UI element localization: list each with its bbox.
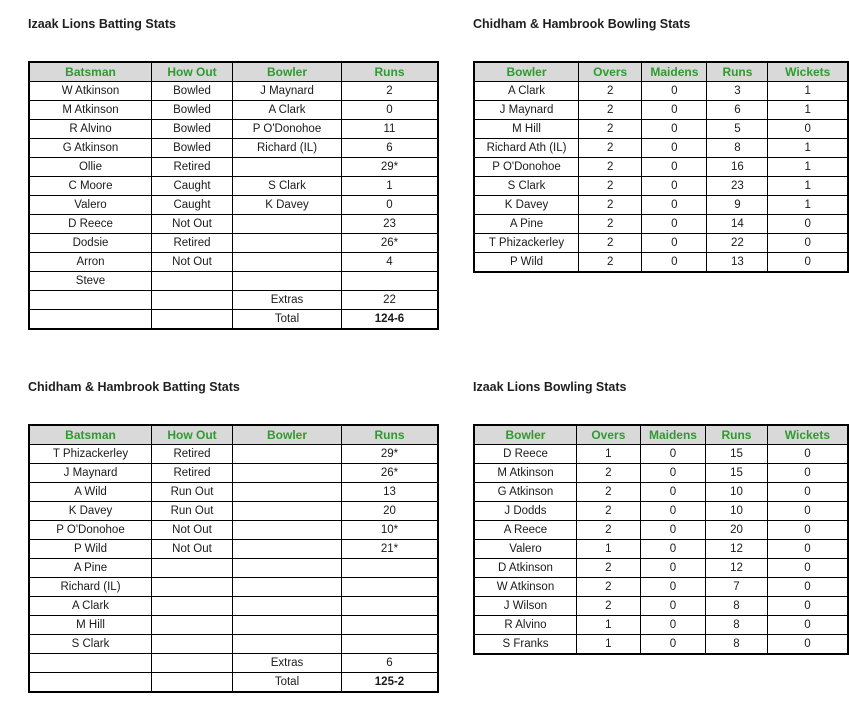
table-cell: Richard (IL) <box>233 139 342 158</box>
table-cell: Retired <box>152 234 233 253</box>
table-cell <box>152 291 233 310</box>
column-header: Maidens <box>642 62 707 82</box>
table-cell: Steve <box>29 272 152 291</box>
table-cell: Retired <box>152 445 233 464</box>
table-cell: R Alvino <box>474 616 576 635</box>
table-cell: 10 <box>706 502 768 521</box>
table-cell: K Davey <box>474 196 579 215</box>
table-row <box>474 82 848 101</box>
table-cell: 0 <box>767 578 848 597</box>
table-cell: 2 <box>579 120 642 139</box>
table-row <box>474 559 848 578</box>
izaak-lions-bowling-title: Izaak Lions Bowling Stats <box>473 380 627 394</box>
table-cell <box>152 272 233 291</box>
table-row <box>474 234 848 253</box>
table-row <box>29 635 438 654</box>
table-cell: 15 <box>706 464 768 483</box>
table-cell: 0 <box>640 540 705 559</box>
table-cell: Valero <box>29 196 152 215</box>
table-cell <box>233 597 342 616</box>
table-cell: A Clark <box>233 101 342 120</box>
table-cell: 0 <box>640 597 705 616</box>
table-row <box>29 502 438 521</box>
table-cell <box>233 445 342 464</box>
column-header: Overs <box>579 62 642 82</box>
table-cell: 8 <box>707 139 768 158</box>
table-cell: R Alvino <box>29 120 152 139</box>
table-cell: 0 <box>767 597 848 616</box>
table-cell: 9 <box>707 196 768 215</box>
column-header: Bowler <box>474 425 576 445</box>
table-row <box>29 310 438 330</box>
table-cell: 23 <box>342 215 439 234</box>
table-cell: 2 <box>579 82 642 101</box>
table-cell: S Clark <box>474 177 579 196</box>
table-cell: 0 <box>767 540 848 559</box>
table-cell: 0 <box>342 196 439 215</box>
table-cell <box>152 654 233 673</box>
table-cell: Caught <box>152 177 233 196</box>
table-cell: D Atkinson <box>474 559 576 578</box>
table-row <box>474 139 848 158</box>
table-cell: 124-6 <box>342 310 439 330</box>
table-cell: 2 <box>579 177 642 196</box>
table-cell: T Phizackerley <box>474 234 579 253</box>
table-cell: 0 <box>640 559 705 578</box>
table-cell: 3 <box>707 82 768 101</box>
table-cell: 0 <box>767 616 848 635</box>
table-cell: 12 <box>706 540 768 559</box>
table-cell: Not Out <box>152 253 233 272</box>
table-cell: Not Out <box>152 540 233 559</box>
table-cell: P Wild <box>29 540 152 559</box>
table-row <box>29 464 438 483</box>
table-row <box>29 177 438 196</box>
table-cell: Run Out <box>152 502 233 521</box>
table-row <box>474 158 848 177</box>
table-cell: 2 <box>576 502 640 521</box>
table-cell: 0 <box>642 139 707 158</box>
table-cell: 2 <box>579 196 642 215</box>
table-row <box>474 483 848 502</box>
table-cell: Total <box>233 673 342 693</box>
table-cell: 8 <box>706 635 768 655</box>
table-cell: 0 <box>642 196 707 215</box>
table-cell: 0 <box>767 635 848 655</box>
table-cell: Caught <box>152 196 233 215</box>
table-cell: 1 <box>768 158 848 177</box>
table-cell: Richard Ath (IL) <box>474 139 579 158</box>
table-row <box>474 177 848 196</box>
table-cell: 1 <box>768 101 848 120</box>
column-header: How Out <box>152 62 233 82</box>
table-cell: P Wild <box>474 253 579 273</box>
column-header: Wickets <box>768 62 848 82</box>
table-cell: 2 <box>576 521 640 540</box>
table-cell <box>233 578 342 597</box>
column-header: Runs <box>707 62 768 82</box>
table-cell: Bowled <box>152 101 233 120</box>
table-cell <box>152 597 233 616</box>
table-cell: S Franks <box>474 635 576 655</box>
column-header: Maidens <box>640 425 705 445</box>
table-row <box>474 616 848 635</box>
table-cell <box>29 654 152 673</box>
table-row <box>474 464 848 483</box>
table-cell <box>233 540 342 559</box>
table-cell: Not Out <box>152 521 233 540</box>
table-cell: A Clark <box>29 597 152 616</box>
table-cell: Bowled <box>152 120 233 139</box>
table-cell: P O'Donohoe <box>29 521 152 540</box>
table-cell: 21* <box>342 540 439 559</box>
table-cell <box>342 597 439 616</box>
table-cell: 22 <box>342 291 439 310</box>
table-cell: 2 <box>576 597 640 616</box>
table-cell: 0 <box>767 521 848 540</box>
table-cell: W Atkinson <box>474 578 576 597</box>
table-cell <box>152 559 233 578</box>
table-row <box>29 82 438 101</box>
table-cell: 0 <box>640 464 705 483</box>
table-cell: 2 <box>576 559 640 578</box>
table-cell: 0 <box>767 464 848 483</box>
table-cell: Retired <box>152 464 233 483</box>
column-header: Bowler <box>233 425 342 445</box>
table-cell: Dodsie <box>29 234 152 253</box>
izaak-lions-batting-title: Izaak Lions Batting Stats <box>28 17 176 31</box>
table-cell: 22 <box>707 234 768 253</box>
table-cell: 8 <box>706 616 768 635</box>
table-cell: 0 <box>768 234 848 253</box>
table-cell: Bowled <box>152 82 233 101</box>
chidham-hambrook-batting-table <box>28 424 439 693</box>
table-cell <box>342 635 439 654</box>
table-cell: 7 <box>706 578 768 597</box>
table-cell: 0 <box>642 82 707 101</box>
table-cell: 26* <box>342 234 439 253</box>
column-header: Runs <box>706 425 768 445</box>
table-cell: 0 <box>642 253 707 273</box>
table-cell: A Reece <box>474 521 576 540</box>
table-cell: 1 <box>576 540 640 559</box>
table-row <box>29 559 438 578</box>
table-cell: Richard (IL) <box>29 578 152 597</box>
table-cell <box>342 559 439 578</box>
table-cell: 10* <box>342 521 439 540</box>
header-row <box>474 62 848 82</box>
table-cell: A Pine <box>29 559 152 578</box>
header-row <box>29 425 438 445</box>
table-row <box>29 272 438 291</box>
izaak-lions-batting-table <box>28 61 439 330</box>
table-cell: Extras <box>233 654 342 673</box>
table-cell: 2 <box>579 234 642 253</box>
chidham-hambrook-batting-title: Chidham & Hambrook Batting Stats <box>28 380 240 394</box>
table-row <box>29 445 438 464</box>
table-cell: 1 <box>768 177 848 196</box>
table-row <box>29 521 438 540</box>
column-header: Batsman <box>29 62 152 82</box>
column-header: Batsman <box>29 425 152 445</box>
column-header: Wickets <box>767 425 848 445</box>
table-cell: 1 <box>576 635 640 655</box>
table-cell: A Wild <box>29 483 152 502</box>
table-cell <box>152 310 233 330</box>
table-cell: 0 <box>642 158 707 177</box>
table-cell: 2 <box>579 139 642 158</box>
table-cell: 0 <box>342 101 439 120</box>
column-header: Bowler <box>233 62 342 82</box>
table-cell: 6 <box>342 139 439 158</box>
table-row <box>29 597 438 616</box>
table-cell: J Maynard <box>29 464 152 483</box>
table-cell: G Atkinson <box>29 139 152 158</box>
table-row <box>474 502 848 521</box>
table-cell: M Atkinson <box>29 101 152 120</box>
column-header: How Out <box>152 425 233 445</box>
izaak-lions-bowling-table <box>473 424 849 655</box>
table-cell: 0 <box>767 483 848 502</box>
table-cell: 0 <box>640 483 705 502</box>
table-row <box>29 540 438 559</box>
table-cell: 0 <box>642 215 707 234</box>
table-cell: 0 <box>640 521 705 540</box>
table-row <box>29 616 438 635</box>
table-cell: 23 <box>707 177 768 196</box>
table-cell: 12 <box>706 559 768 578</box>
table-cell: 20 <box>342 502 439 521</box>
table-row <box>29 483 438 502</box>
table-cell: P O'Donohoe <box>474 158 579 177</box>
table-cell: Valero <box>474 540 576 559</box>
table-cell: 0 <box>767 559 848 578</box>
table-cell <box>342 272 439 291</box>
table-cell: J Maynard <box>233 82 342 101</box>
table-cell: P O'Donohoe <box>233 120 342 139</box>
table-cell: Retired <box>152 158 233 177</box>
table-cell: 1 <box>342 177 439 196</box>
table-cell: 0 <box>767 445 848 464</box>
table-cell: A Pine <box>474 215 579 234</box>
table-cell: S Clark <box>29 635 152 654</box>
table-cell: M Hill <box>474 120 579 139</box>
table-cell <box>233 559 342 578</box>
table-cell <box>233 635 342 654</box>
table-cell <box>29 310 152 330</box>
table-cell <box>152 635 233 654</box>
table-cell: 11 <box>342 120 439 139</box>
table-cell: 2 <box>579 253 642 273</box>
table-cell: 2 <box>579 215 642 234</box>
table-cell: S Clark <box>233 177 342 196</box>
table-cell: Total <box>233 310 342 330</box>
chidham-hambrook-bowling-title: Chidham & Hambrook Bowling Stats <box>473 17 691 31</box>
table-cell: 29* <box>342 158 439 177</box>
table-cell: 1 <box>768 82 848 101</box>
table-cell: Bowled <box>152 139 233 158</box>
table-row <box>29 654 438 673</box>
table-row <box>474 445 848 464</box>
table-row <box>29 578 438 597</box>
table-cell: 0 <box>768 253 848 273</box>
table-cell: 125-2 <box>342 673 439 693</box>
table-cell <box>233 502 342 521</box>
table-cell: 26* <box>342 464 439 483</box>
table-row <box>474 215 848 234</box>
table-cell: C Moore <box>29 177 152 196</box>
table-cell <box>233 272 342 291</box>
table-cell: J Maynard <box>474 101 579 120</box>
table-cell: K Davey <box>29 502 152 521</box>
header-row <box>29 62 438 82</box>
table-cell: 0 <box>640 445 705 464</box>
table-cell: G Atkinson <box>474 483 576 502</box>
table-cell: 0 <box>640 502 705 521</box>
table-cell: 1 <box>576 616 640 635</box>
table-cell: A Clark <box>474 82 579 101</box>
table-cell: 10 <box>706 483 768 502</box>
table-cell: 0 <box>642 120 707 139</box>
table-row <box>474 253 848 273</box>
table-cell: Extras <box>233 291 342 310</box>
table-row <box>474 101 848 120</box>
table-cell <box>152 578 233 597</box>
table-cell: 1 <box>768 139 848 158</box>
table-cell: 13 <box>342 483 439 502</box>
table-cell: 13 <box>707 253 768 273</box>
table-cell <box>233 215 342 234</box>
table-cell: T Phizackerley <box>29 445 152 464</box>
table-cell <box>342 616 439 635</box>
table-cell <box>233 464 342 483</box>
table-row <box>29 291 438 310</box>
table-row <box>29 234 438 253</box>
table-cell: 2 <box>576 578 640 597</box>
chidham-hambrook-bowling-table <box>473 61 849 273</box>
table-cell: D Reece <box>474 445 576 464</box>
column-header: Runs <box>342 425 439 445</box>
table-cell: M Hill <box>29 616 152 635</box>
table-cell: 0 <box>640 616 705 635</box>
table-cell: 2 <box>579 101 642 120</box>
table-cell <box>29 291 152 310</box>
izaak-lions-bowling-section <box>473 380 849 655</box>
column-header: Runs <box>342 62 439 82</box>
table-cell <box>233 483 342 502</box>
table-row <box>29 673 438 693</box>
table-cell <box>233 234 342 253</box>
table-cell: 15 <box>706 445 768 464</box>
column-header: Overs <box>576 425 640 445</box>
table-cell: 14 <box>707 215 768 234</box>
table-cell: K Davey <box>233 196 342 215</box>
table-cell: 0 <box>642 234 707 253</box>
table-cell: 0 <box>640 578 705 597</box>
header-row <box>474 425 848 445</box>
table-row <box>474 578 848 597</box>
table-cell: D Reece <box>29 215 152 234</box>
table-cell: 8 <box>706 597 768 616</box>
table-row <box>474 521 848 540</box>
table-cell: Run Out <box>152 483 233 502</box>
table-cell: 1 <box>768 196 848 215</box>
table-row <box>474 635 848 655</box>
table-cell: Arron <box>29 253 152 272</box>
table-row <box>29 120 438 139</box>
table-cell <box>152 673 233 693</box>
table-cell: W Atkinson <box>29 82 152 101</box>
table-cell: Not Out <box>152 215 233 234</box>
izaak-lions-batting-section <box>28 17 439 330</box>
table-row <box>29 215 438 234</box>
table-cell <box>342 578 439 597</box>
table-cell: 1 <box>576 445 640 464</box>
table-row <box>474 540 848 559</box>
table-cell: Ollie <box>29 158 152 177</box>
table-cell: 2 <box>342 82 439 101</box>
table-cell: 2 <box>576 464 640 483</box>
chidham-hambrook-batting-section <box>28 380 439 693</box>
table-row <box>474 120 848 139</box>
table-cell <box>233 521 342 540</box>
table-cell <box>152 616 233 635</box>
table-cell: 0 <box>640 635 705 655</box>
table-row <box>474 597 848 616</box>
table-cell <box>233 158 342 177</box>
table-cell <box>233 616 342 635</box>
table-cell: 16 <box>707 158 768 177</box>
column-header: Bowler <box>474 62 579 82</box>
table-cell: 0 <box>642 101 707 120</box>
table-cell: 20 <box>706 521 768 540</box>
table-cell: J Wilson <box>474 597 576 616</box>
table-row <box>474 196 848 215</box>
table-cell <box>233 253 342 272</box>
table-cell: 0 <box>768 215 848 234</box>
table-cell: 4 <box>342 253 439 272</box>
table-cell: 5 <box>707 120 768 139</box>
table-cell: M Atkinson <box>474 464 576 483</box>
table-cell: 2 <box>576 483 640 502</box>
table-cell: 6 <box>342 654 439 673</box>
table-cell: 0 <box>768 120 848 139</box>
table-cell: 2 <box>579 158 642 177</box>
table-row <box>29 253 438 272</box>
table-cell: 29* <box>342 445 439 464</box>
table-row <box>29 158 438 177</box>
table-cell: J Dodds <box>474 502 576 521</box>
table-row <box>29 139 438 158</box>
table-cell: 0 <box>642 177 707 196</box>
table-cell: 0 <box>767 502 848 521</box>
table-cell <box>29 673 152 693</box>
table-row <box>29 196 438 215</box>
chidham-hambrook-bowling-section <box>473 17 849 273</box>
table-row <box>29 101 438 120</box>
table-cell: 6 <box>707 101 768 120</box>
